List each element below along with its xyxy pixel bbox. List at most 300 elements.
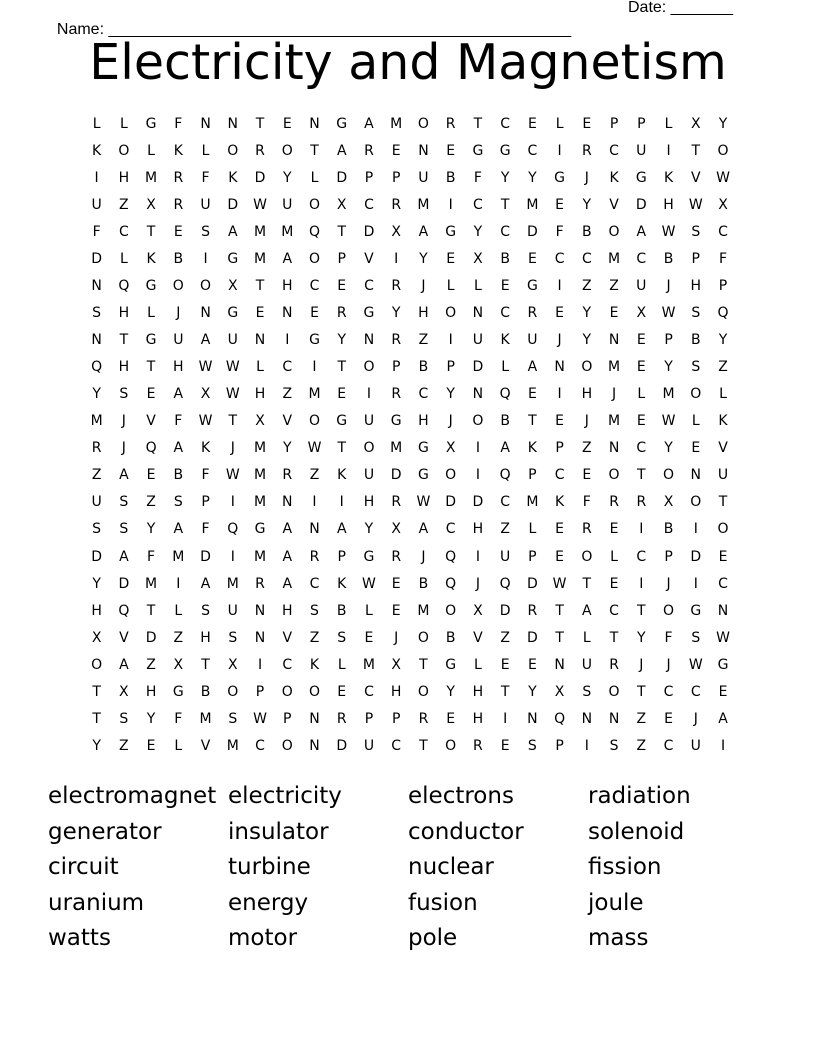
grid-letter[interactable]: O	[417, 116, 429, 132]
grid-letter[interactable]: S	[228, 629, 238, 646]
grid-letter[interactable]: O	[608, 224, 620, 241]
grid-letter[interactable]: U	[200, 197, 211, 214]
grid-letter[interactable]: L	[446, 278, 455, 295]
grid-letter[interactable]: O	[472, 413, 484, 430]
grid-letter[interactable]: E	[364, 629, 374, 646]
grid-letter[interactable]: G	[526, 278, 538, 295]
grid-letter[interactable]: F	[174, 710, 183, 727]
grid-letter[interactable]: G	[690, 602, 702, 619]
grid-letter[interactable]: E	[636, 332, 646, 349]
grid-letter[interactable]: V	[473, 629, 483, 646]
grid-letter[interactable]: L	[147, 143, 155, 160]
grid-letter[interactable]: P	[391, 359, 401, 376]
grid-letter[interactable]: L	[664, 116, 673, 132]
grid-letter[interactable]: E	[337, 683, 347, 700]
grid-letter[interactable]: E	[446, 251, 456, 268]
grid-letter[interactable]: Q	[308, 224, 320, 241]
grid-letter[interactable]: I	[312, 359, 317, 376]
grid-letter[interactable]: E	[609, 305, 619, 322]
grid-letter[interactable]: N	[282, 494, 293, 511]
grid-letter[interactable]: C	[718, 224, 728, 241]
grid-letter[interactable]: G	[145, 332, 157, 349]
grid-letter[interactable]: A	[500, 440, 510, 457]
grid-letter[interactable]: F	[147, 548, 156, 565]
grid-letter[interactable]: Y	[528, 170, 537, 187]
grid-letter[interactable]: W	[198, 413, 213, 430]
grid-letter[interactable]: I	[503, 710, 508, 727]
grid-letter[interactable]: T	[500, 197, 510, 214]
grid-letter[interactable]: N	[608, 332, 620, 349]
grid-letter[interactable]: X	[663, 494, 674, 511]
grid-letter[interactable]: H	[91, 602, 102, 619]
grid-letter[interactable]: E	[446, 710, 456, 727]
grid-letter[interactable]: F	[664, 629, 673, 646]
grid-letter[interactable]: C	[609, 602, 619, 619]
grid-letter[interactable]: C	[581, 251, 592, 268]
grid-letter[interactable]: C	[445, 521, 456, 538]
grid-letter[interactable]: B	[690, 332, 701, 349]
grid-letter[interactable]: J	[666, 278, 671, 295]
grid-letter[interactable]: E	[555, 548, 565, 565]
grid-letter[interactable]: G	[363, 305, 375, 322]
grid-letter[interactable]: O	[281, 683, 293, 700]
grid-letter[interactable]: J	[693, 710, 698, 727]
grid-letter[interactable]: Z	[718, 359, 728, 376]
grid-letter[interactable]: R	[391, 278, 402, 295]
grid-letter[interactable]: R	[173, 170, 184, 187]
grid-letter[interactable]: Q	[145, 440, 157, 457]
grid-letter[interactable]: X	[636, 305, 647, 322]
grid-letter[interactable]: A	[418, 521, 429, 538]
grid-letter[interactable]: G	[445, 224, 457, 241]
grid-letter[interactable]: Z	[309, 629, 320, 646]
grid-letter[interactable]: H	[363, 494, 375, 511]
grid-letter[interactable]: W	[661, 224, 676, 241]
name-field-label[interactable]: Name: ____________________________________________________	[56, 21, 572, 38]
grid-letter[interactable]: V	[200, 737, 211, 754]
grid-letter[interactable]: I	[475, 548, 480, 565]
grid-letter[interactable]: U	[418, 170, 429, 187]
grid-letter[interactable]: X	[391, 224, 401, 241]
grid-letter[interactable]: O	[663, 467, 675, 484]
grid-letter[interactable]: Y	[282, 440, 292, 457]
grid-letter[interactable]: G	[172, 683, 184, 700]
grid-letter[interactable]: F	[555, 224, 564, 241]
grid-letter[interactable]: O	[227, 683, 239, 700]
grid-letter[interactable]: L	[310, 170, 319, 187]
grid-letter[interactable]: A	[282, 521, 293, 538]
grid-letter[interactable]: R	[336, 305, 347, 322]
grid-letter[interactable]: O	[308, 197, 320, 214]
grid-letter[interactable]: I	[639, 521, 644, 538]
grid-letter[interactable]: E	[146, 737, 156, 754]
grid-letter[interactable]: T	[119, 332, 129, 349]
grid-letter[interactable]: S	[691, 359, 701, 376]
grid-letter[interactable]: C	[500, 116, 511, 132]
grid-letter[interactable]: R	[391, 386, 402, 403]
grid-letter[interactable]: K	[146, 251, 156, 268]
grid-letter[interactable]: K	[228, 170, 238, 187]
grid-letter[interactable]: H	[663, 197, 674, 214]
grid-letter[interactable]: G	[635, 170, 647, 187]
grid-letter[interactable]: E	[500, 656, 510, 673]
grid-letter[interactable]: U	[500, 548, 511, 565]
grid-letter[interactable]: N	[472, 305, 484, 322]
grid-letter[interactable]: C	[309, 575, 320, 592]
grid-letter[interactable]: P	[555, 440, 564, 457]
grid-letter[interactable]: V	[282, 413, 293, 430]
grid-letter[interactable]: P	[255, 683, 265, 700]
grid-letter[interactable]: I	[639, 575, 644, 592]
grid-letter[interactable]: T	[337, 440, 346, 457]
grid-letter[interactable]: E	[255, 305, 265, 322]
grid-letter[interactable]: I	[394, 251, 399, 268]
grid-letter[interactable]: L	[365, 602, 373, 619]
grid-letter[interactable]: O	[363, 440, 375, 457]
grid-letter[interactable]: W	[716, 170, 730, 187]
grid-letter[interactable]: E	[146, 386, 156, 403]
grid-letter[interactable]: A	[200, 332, 211, 349]
grid-letter[interactable]: E	[391, 602, 401, 619]
grid-letter[interactable]: N	[418, 143, 429, 160]
grid-letter[interactable]: R	[91, 440, 102, 457]
grid-letter[interactable]: O	[172, 278, 184, 295]
grid-letter[interactable]: D	[526, 224, 538, 241]
grid-letter[interactable]: J	[394, 629, 399, 646]
grid-letter[interactable]: P	[283, 710, 292, 727]
grid-letter[interactable]: Y	[718, 332, 728, 349]
grid-letter[interactable]: L	[174, 737, 183, 754]
grid-letter[interactable]: M	[226, 737, 239, 754]
grid-letter[interactable]: R	[581, 521, 592, 538]
grid-letter[interactable]: W	[552, 575, 567, 592]
grid-letter[interactable]: J	[121, 440, 126, 457]
grid-letter[interactable]: W	[416, 494, 431, 511]
grid-letter[interactable]: G	[472, 143, 484, 160]
grid-letter[interactable]: B	[445, 629, 456, 646]
grid-letter[interactable]: S	[201, 224, 210, 241]
grid-letter[interactable]: G	[309, 332, 320, 349]
grid-letter[interactable]: X	[146, 197, 156, 214]
grid-letter[interactable]: I	[448, 332, 453, 349]
grid-letter[interactable]: D	[336, 170, 348, 187]
grid-letter[interactable]: Z	[500, 629, 510, 646]
grid-letter[interactable]: E	[146, 467, 156, 484]
grid-letter[interactable]: O	[717, 143, 729, 160]
grid-letter[interactable]: X	[473, 251, 483, 268]
grid-letter[interactable]: D	[227, 197, 239, 214]
grid-letter[interactable]: E	[609, 575, 619, 592]
grid-letter[interactable]: Z	[636, 710, 647, 727]
grid-letter[interactable]: I	[557, 143, 562, 160]
grid-letter[interactable]: R	[282, 467, 293, 484]
grid-letter[interactable]: R	[364, 143, 374, 160]
grid-letter[interactable]: W	[253, 710, 267, 727]
grid-letter[interactable]: C	[364, 197, 374, 214]
grid-letter[interactable]: U	[717, 467, 729, 484]
grid-letter[interactable]: F	[201, 170, 210, 187]
grid-letter[interactable]: C	[636, 251, 647, 268]
grid-letter[interactable]: Y	[146, 710, 156, 727]
grid-letter[interactable]: V	[609, 197, 619, 214]
grid-letter[interactable]: K	[555, 494, 565, 511]
grid-letter[interactable]: T	[228, 413, 238, 430]
grid-letter[interactable]: N	[91, 278, 102, 295]
grid-letter[interactable]: S	[92, 305, 102, 322]
grid-letter[interactable]: N	[200, 305, 211, 322]
grid-letter[interactable]: V	[146, 413, 156, 430]
grid-letter[interactable]: N	[554, 656, 565, 673]
grid-letter[interactable]: G	[363, 548, 375, 565]
grid-letter[interactable]: Y	[364, 521, 374, 538]
grid-letter[interactable]: Q	[91, 359, 103, 376]
grid-letter[interactable]: B	[173, 251, 184, 268]
grid-letter[interactable]: A	[336, 143, 347, 160]
grid-letter[interactable]: S	[691, 224, 701, 241]
grid-letter[interactable]: I	[693, 575, 698, 592]
grid-letter[interactable]: Z	[91, 467, 102, 484]
grid-letter[interactable]: C	[718, 575, 728, 592]
grid-letter[interactable]: T	[473, 116, 483, 132]
grid-letter[interactable]: J	[557, 332, 562, 349]
grid-letter[interactable]: Z	[119, 197, 129, 214]
grid-letter[interactable]: I	[312, 494, 317, 511]
grid-letter[interactable]: E	[337, 386, 347, 403]
grid-letter[interactable]: V	[119, 629, 129, 646]
grid-letter[interactable]: T	[146, 359, 156, 376]
grid-letter[interactable]: R	[309, 548, 320, 565]
grid-letter[interactable]: P	[609, 116, 619, 132]
grid-letter[interactable]: X	[336, 197, 347, 214]
grid-letter[interactable]: M	[172, 548, 185, 565]
grid-letter[interactable]: I	[176, 575, 181, 592]
grid-letter[interactable]: I	[257, 656, 263, 673]
grid-letter[interactable]: X	[391, 656, 401, 673]
grid-letter[interactable]: C	[609, 143, 619, 160]
grid-letter[interactable]: L	[92, 116, 101, 132]
grid-letter[interactable]: M	[145, 170, 158, 187]
grid-letter[interactable]: I	[94, 170, 99, 187]
grid-letter[interactable]: P	[391, 710, 401, 727]
grid-letter[interactable]: K	[527, 440, 537, 457]
grid-letter[interactable]: R	[473, 737, 483, 754]
grid-letter[interactable]: R	[391, 548, 402, 565]
grid-letter[interactable]: S	[119, 494, 129, 511]
grid-letter[interactable]: Q	[499, 386, 511, 403]
grid-letter[interactable]: A	[282, 548, 293, 565]
grid-letter[interactable]: Y	[337, 332, 346, 349]
grid-letter[interactable]: M	[608, 359, 621, 376]
grid-letter[interactable]: U	[636, 143, 647, 160]
grid-letter[interactable]: I	[475, 440, 480, 457]
grid-letter[interactable]: T	[255, 278, 265, 295]
grid-letter[interactable]: J	[475, 575, 480, 592]
grid-letter[interactable]: R	[391, 494, 402, 511]
grid-letter[interactable]: R	[173, 197, 184, 214]
grid-letter[interactable]: C	[364, 278, 374, 295]
grid-letter[interactable]: A	[527, 359, 538, 376]
grid-letter[interactable]: D	[118, 575, 130, 592]
grid-letter[interactable]: H	[145, 683, 157, 700]
grid-letter[interactable]: R	[609, 656, 619, 673]
grid-letter[interactable]: W	[198, 359, 213, 376]
grid-letter[interactable]: D	[499, 602, 511, 619]
grid-letter[interactable]: C	[282, 359, 293, 376]
grid-letter[interactable]: O	[281, 737, 293, 754]
grid-letter[interactable]: D	[635, 197, 647, 214]
grid-letter[interactable]: E	[555, 197, 565, 214]
grid-letter[interactable]: P	[664, 548, 673, 565]
grid-letter[interactable]: X	[690, 116, 701, 132]
grid-letter[interactable]: L	[119, 116, 128, 132]
grid-letter[interactable]: J	[584, 170, 589, 187]
grid-letter[interactable]: Y	[391, 305, 401, 322]
grid-letter[interactable]: C	[554, 251, 565, 268]
grid-letter[interactable]: J	[421, 278, 426, 295]
grid-letter[interactable]: G	[445, 656, 457, 673]
grid-letter[interactable]: R	[255, 575, 265, 592]
grid-letter[interactable]: O	[281, 143, 293, 160]
grid-letter[interactable]: M	[199, 710, 212, 727]
grid-letter[interactable]: G	[145, 278, 157, 295]
grid-letter[interactable]: H	[472, 521, 484, 538]
grid-letter[interactable]: I	[475, 467, 480, 484]
grid-letter[interactable]: E	[582, 467, 592, 484]
grid-letter[interactable]: Y	[582, 332, 592, 349]
grid-letter[interactable]: S	[582, 683, 592, 700]
grid-letter[interactable]: N	[309, 737, 320, 754]
grid-letter[interactable]: E	[691, 440, 701, 457]
grid-letter[interactable]: M	[608, 413, 621, 430]
grid-letter[interactable]: U	[581, 656, 592, 673]
grid-letter[interactable]: M	[662, 386, 675, 403]
grid-letter[interactable]: X	[119, 683, 129, 700]
grid-letter[interactable]: Z	[636, 737, 647, 754]
grid-letter[interactable]: L	[719, 386, 727, 403]
grid-letter[interactable]: A	[173, 521, 184, 538]
grid-letter[interactable]: O	[227, 143, 239, 160]
grid-letter[interactable]: U	[363, 737, 375, 754]
grid-letter[interactable]: O	[417, 683, 429, 700]
grid-letter[interactable]: L	[201, 143, 210, 160]
grid-letter[interactable]: Z	[418, 332, 429, 349]
grid-letter[interactable]: J	[421, 548, 426, 565]
grid-letter[interactable]: O	[445, 467, 457, 484]
grid-letter[interactable]: N	[282, 305, 293, 322]
grid-letter[interactable]: I	[557, 386, 562, 403]
grid-letter[interactable]: E	[636, 413, 646, 430]
grid-letter[interactable]: O	[608, 683, 620, 700]
grid-letter[interactable]: E	[282, 116, 292, 132]
grid-letter[interactable]: B	[418, 359, 429, 376]
grid-letter[interactable]: Y	[146, 521, 156, 538]
grid-letter[interactable]: D	[526, 575, 538, 592]
grid-letter[interactable]: B	[445, 170, 456, 187]
grid-letter[interactable]: R	[255, 143, 265, 160]
grid-letter[interactable]: K	[500, 332, 510, 349]
grid-letter[interactable]: M	[281, 224, 294, 241]
grid-letter[interactable]: T	[201, 656, 210, 673]
grid-letter[interactable]: Y	[419, 251, 428, 268]
grid-letter[interactable]: H	[581, 386, 593, 403]
grid-letter[interactable]: T	[146, 224, 156, 241]
grid-letter[interactable]: E	[527, 116, 537, 132]
grid-letter[interactable]: E	[527, 386, 537, 403]
grid-letter[interactable]: A	[119, 656, 129, 673]
grid-letter[interactable]: E	[500, 737, 510, 754]
grid-letter[interactable]: C	[690, 683, 701, 700]
grid-letter[interactable]: J	[666, 656, 671, 673]
grid-letter[interactable]: L	[528, 521, 537, 538]
grid-letter[interactable]: W	[688, 656, 703, 673]
grid-letter[interactable]: K	[309, 656, 320, 673]
grid-letter[interactable]: Q	[445, 548, 457, 565]
grid-letter[interactable]: Z	[309, 467, 320, 484]
grid-letter[interactable]: E	[337, 278, 347, 295]
grid-letter[interactable]: Y	[582, 305, 592, 322]
grid-letter[interactable]: A	[336, 521, 347, 538]
grid-letter[interactable]: Q	[717, 305, 729, 322]
grid-letter[interactable]: M	[253, 224, 267, 241]
grid-letter[interactable]: O	[308, 251, 320, 268]
grid-letter[interactable]: I	[666, 143, 671, 160]
grid-letter[interactable]: D	[390, 467, 402, 484]
grid-letter[interactable]: M	[526, 494, 539, 511]
grid-letter[interactable]: Z	[146, 494, 156, 511]
grid-letter[interactable]: C	[391, 737, 402, 754]
grid-letter[interactable]: M	[145, 575, 158, 592]
grid-letter[interactable]: N	[581, 710, 593, 727]
grid-letter[interactable]: O	[308, 683, 320, 700]
grid-letter[interactable]: W	[225, 359, 240, 376]
grid-letter[interactable]: T	[637, 683, 646, 700]
grid-letter[interactable]: U	[690, 737, 701, 754]
grid-letter[interactable]: I	[557, 278, 562, 295]
grid-letter[interactable]: H	[281, 278, 293, 295]
grid-letter[interactable]: T	[337, 359, 346, 376]
grid-letter[interactable]: G	[717, 656, 729, 673]
grid-letter[interactable]: V	[718, 440, 728, 457]
grid-letter[interactable]: Y	[664, 440, 673, 457]
grid-letter[interactable]: X	[718, 197, 728, 214]
grid-letter[interactable]: R	[336, 710, 347, 727]
grid-letter[interactable]: H	[472, 683, 484, 700]
grid-letter[interactable]: G	[336, 413, 348, 430]
grid-letter[interactable]: O	[445, 737, 457, 754]
grid-letter[interactable]: E	[391, 575, 401, 592]
grid-letter[interactable]: N	[363, 332, 375, 349]
grid-letter[interactable]: G	[499, 143, 511, 160]
grid-letter[interactable]: I	[584, 737, 589, 754]
grid-letter[interactable]: O	[363, 359, 375, 376]
grid-letter[interactable]: K	[92, 143, 102, 160]
grid-letter[interactable]: B	[500, 251, 510, 268]
grid-letter[interactable]: E	[527, 656, 537, 673]
grid-letter[interactable]: M	[362, 656, 375, 673]
grid-letter[interactable]: C	[418, 386, 429, 403]
grid-letter[interactable]: L	[147, 305, 155, 322]
grid-letter[interactable]: A	[173, 440, 184, 457]
grid-letter[interactable]: H	[173, 359, 184, 376]
grid-letter[interactable]: J	[448, 413, 453, 430]
grid-letter[interactable]: D	[363, 224, 375, 241]
grid-letter[interactable]: K	[663, 170, 674, 187]
grid-letter[interactable]: L	[256, 359, 264, 376]
grid-letter[interactable]: O	[581, 548, 593, 565]
grid-letter[interactable]: A	[636, 224, 647, 241]
grid-letter[interactable]: C	[364, 683, 374, 700]
grid-letter[interactable]: Z	[282, 386, 293, 403]
